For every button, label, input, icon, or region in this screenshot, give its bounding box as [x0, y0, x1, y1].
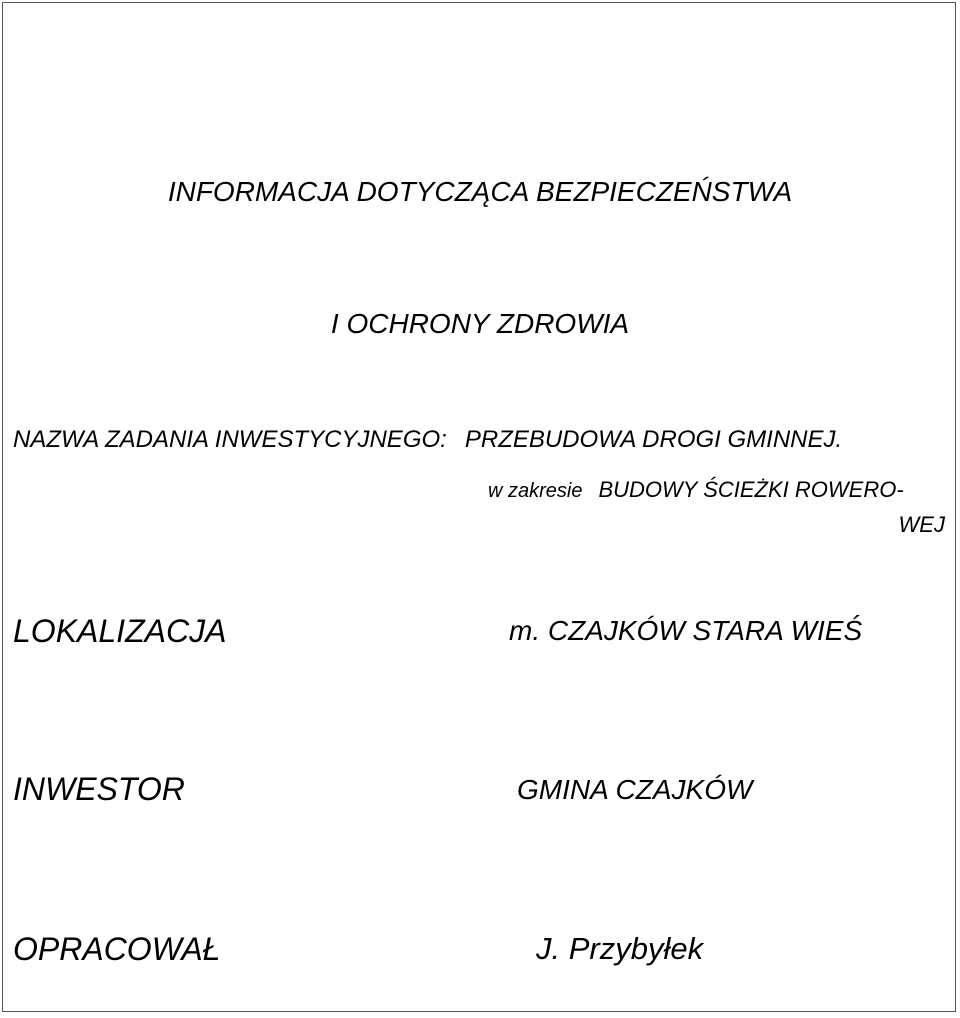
title-line-2: I OCHRONY ZDROWIA — [330, 308, 630, 339]
scope-prefix: w zakresie — [488, 480, 583, 502]
prepared-by-value: J. Przybyłek — [536, 931, 704, 966]
investor-value: GMINA CZAJKÓW — [517, 774, 753, 805]
document-page — [2, 2, 956, 1012]
scope-value-line-1: BUDOWY ŚCIEŻKI ROWERO- — [598, 477, 904, 502]
prepared-by-label: OPRACOWAŁ — [13, 931, 221, 967]
task-label: NAZWA ZADANIA INWESTYCYJNEGO: — [13, 426, 447, 453]
task-value: PRZEBUDOWA DROGI GMINNEJ. — [464, 426, 843, 453]
title-line-1: INFORMACJA DOTYCZĄCA BEZPIECZEŃSTWA — [167, 176, 793, 207]
scope-value-line-2: WEJ — [898, 512, 945, 537]
location-value: m. CZAJKÓW STARA WIEŚ — [509, 615, 863, 646]
investor-label: INWESTOR — [13, 771, 185, 807]
task-row — [13, 428, 842, 452]
location-label: LOKALIZACJA — [13, 613, 227, 649]
scope-row — [488, 479, 904, 501]
